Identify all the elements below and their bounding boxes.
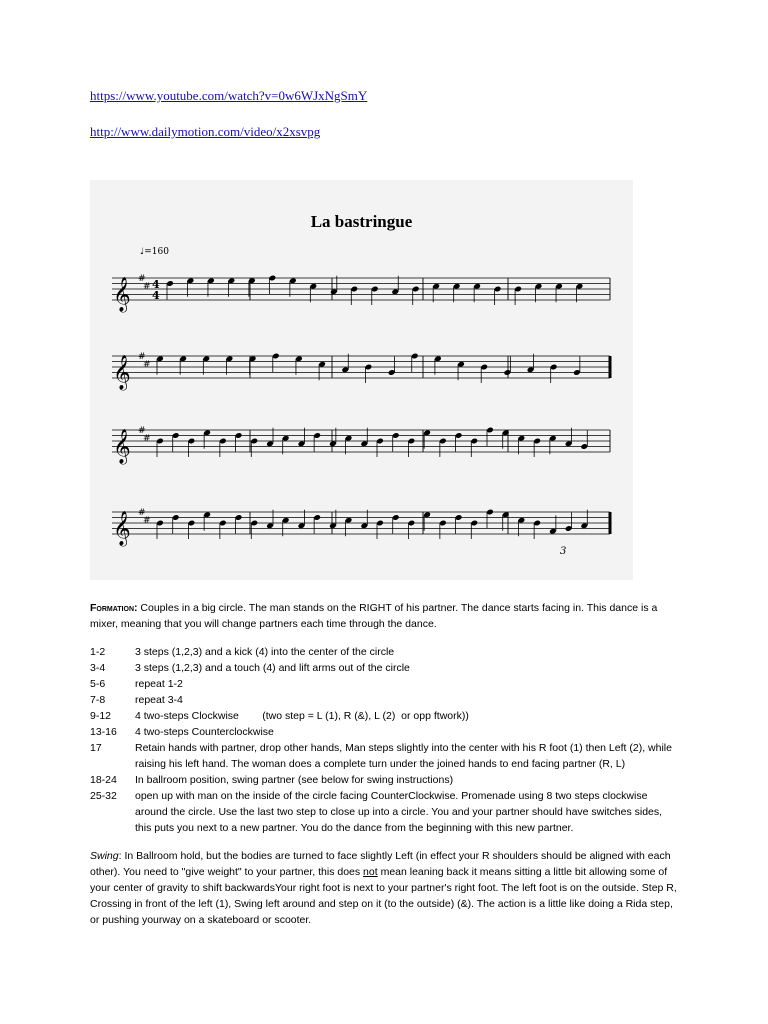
step-row [90, 676, 680, 692]
step-number: 3-4 [90, 662, 106, 674]
step-description: 4 two-steps Clockwise (two step = L (1), R (&), L (2) or opp ftwork)) [135, 710, 469, 722]
dailymotion-link[interactable]: http://www.dailymotion.com/video/x2xsvpg [90, 124, 321, 139]
step-description: 3 steps (1,2,3) and a touch (4) and lift arms out of the circle [135, 662, 410, 674]
svg-text:3: 3 [560, 546, 567, 557]
step-description: In ballroom position, swing partner (see below for swing instructions) [135, 774, 454, 786]
step-row [90, 660, 680, 676]
svg-text:𝄞: 𝄞 [113, 429, 131, 464]
step-description: Retain hands with partner, drop other hands, Man steps slightly into the center with his R foot (1) then Left (2), while raising his left hand. The woman does a complete turn under the joined hands to end facing partner (R, L) [135, 742, 672, 770]
step-row [90, 772, 680, 788]
formation-label: Formation: [90, 602, 138, 614]
staff [112, 426, 610, 465]
step-description: 4 two-steps Counterclockwise [135, 726, 274, 738]
music-staves [90, 180, 633, 580]
step-description: open up with man on the inside of the circle facing CounterClockwise. Promenade using 8 two steps clockwise around the circle. Use the last two step to close up into a circle. You and your partner should have switches sides, this puts you next to a new partner. You do the dance from the beginning with this new partner. [135, 790, 663, 834]
step-number: 5-6 [90, 678, 106, 690]
sheet-music-image [90, 180, 633, 580]
youtube-link[interactable]: https://www.youtube.com/watch?v=0w6WJxNgSmY [90, 88, 368, 103]
swing-label: Swing [90, 850, 119, 862]
step-description: repeat 3-4 [135, 694, 183, 706]
svg-text:#: # [138, 426, 146, 436]
svg-text:𝄞: 𝄞 [113, 277, 131, 312]
step-row [90, 692, 680, 708]
score-title: La bastringue [310, 212, 413, 231]
formation-paragraph [90, 600, 680, 632]
step-number: 18-24 [90, 774, 117, 786]
staff [112, 247, 610, 313]
step-number: 7-8 [90, 694, 106, 706]
step-description: repeat 1-2 [135, 678, 183, 690]
steps-list [90, 644, 680, 836]
swing-text-end: mean leaning back it means sitting a little bit allowing some of your center of gravity to shift backwardsYour right foot is next to your partner's right foot. The left foot is on the outside. Step R, Crossing in front of the left (1), Swing left around and step on it (to the outside) (&). The action is a little like doing a Rida step, or pushing yourway on a skateboard or scooter. [90, 866, 677, 926]
svg-text:4: 4 [152, 289, 160, 302]
swing-underlined: not [363, 866, 378, 878]
staff [112, 508, 610, 557]
step-number: 25-32 [90, 790, 117, 802]
svg-text:𝄞: 𝄞 [113, 355, 131, 390]
step-row [90, 708, 680, 724]
svg-text:#: # [143, 360, 151, 370]
swing-paragraph [90, 848, 680, 928]
step-number: 13-16 [90, 726, 117, 738]
svg-text:#: # [143, 434, 151, 444]
step-number: 17 [90, 742, 102, 754]
staff [112, 352, 610, 391]
swing-text: : In Ballroom hold, but the bodies are turned to face slightly Left (in effect your R shoulders should be aligned with each other). You need to "give weight" to your partner, this does [90, 850, 671, 878]
step-row [90, 740, 680, 772]
step-number: 9-12 [90, 710, 112, 722]
dance-instructions [90, 600, 680, 928]
svg-text:#: # [138, 352, 146, 362]
svg-text:#: # [138, 508, 146, 518]
svg-text:#: # [138, 274, 146, 284]
svg-text:#: # [143, 282, 151, 292]
svg-text:4: 4 [152, 278, 160, 291]
step-description: 3 steps (1,2,3) and a kick (4) into the center of the circle [135, 646, 395, 658]
svg-text:#: # [143, 516, 151, 526]
step-row [90, 644, 680, 660]
step-number: 1-2 [90, 646, 106, 658]
svg-text:♩=160: ♩=160 [140, 247, 169, 257]
step-row [90, 788, 680, 836]
formation-text: Couples in a big circle. The man stands on the RIGHT of his partner. The dance starts facing in. This dance is a mixer, meaning that you will change partners each time through the dance. [90, 602, 658, 630]
svg-text:𝄞: 𝄞 [113, 511, 131, 546]
step-row [90, 724, 680, 740]
